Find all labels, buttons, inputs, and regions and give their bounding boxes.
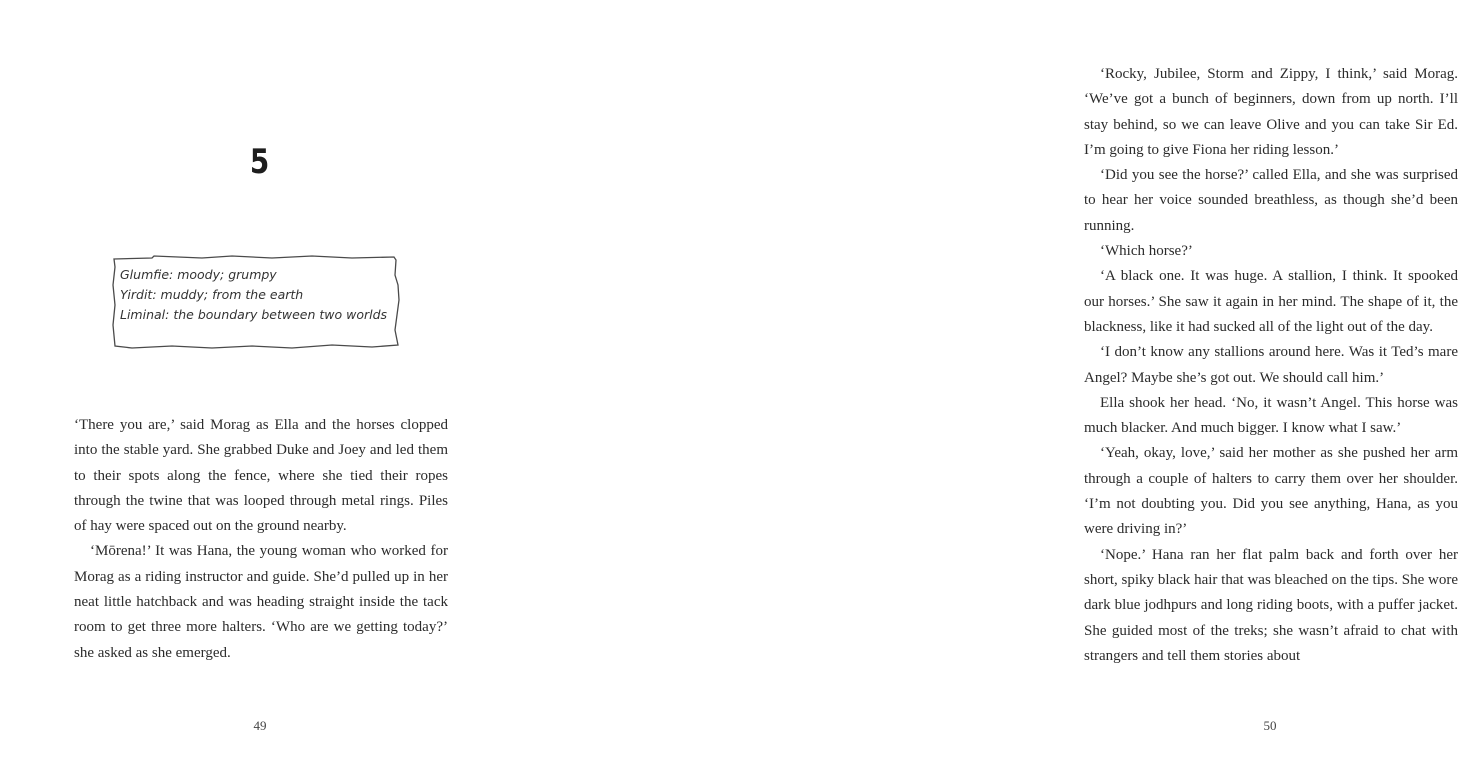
paragraph: ‘Which horse?’ [1100,243,1193,260]
glossary-entry: Glumfie: moody; grumpy [120,267,277,282]
paragraph: Ella shook her head. ‘No, it wasn’t Angel. This horse was much blacker. And much bigger. I know what I saw.’ [1084,394,1458,437]
page-number: 50 [1263,718,1277,733]
glossary-note-card [112,255,408,349]
right-body-text [1084,62,1458,669]
paragraph: ‘Did you see the horse?’ called Ella, and she was surprised to hear her voice sounded breathless, as though she’d been running. [1084,167,1458,234]
page-number: 49 [253,718,267,733]
left-body-text [74,413,448,666]
paragraph: ‘There you are,’ said Morag as Ella and the horses clopped into the stable yard. She grabbed Duke and Joey and led them to their spots along the fence, where she tied their ropes through the twine that was looped through metal rings. Piles of hay were spaced out on the ground nearby. [74,417,448,535]
paragraph: ‘Nope.’ Hana ran her flat palm back and forth over her short, spiky black hair that was bleached on the tips. She wore dark blue jodhpurs and long riding boots, with a puffer jacket. She guided most of the treks; she wasn’t afraid to chat with strangers and tell them stories about [1084,546,1458,664]
paragraph: ‘A black one. It was huge. A stallion, I think. It spooked our horses.’ She saw it again in her mind. The shape of it, the blackness, like it had sucked all of the light out of the day. [1084,268,1458,335]
glossary-lines [120,265,387,325]
paragraph: ‘I don’t know any stallions around here. Was it Ted’s mare Angel? Maybe she’s got out. We should call him.’ [1084,344,1458,386]
glossary-entry: Liminal: the boundary between two worlds [120,307,388,322]
glossary-entry: Yirdit: muddy; from the earth [120,287,304,302]
left-page [0,0,510,783]
chapter-number: 5 [249,142,271,182]
paragraph: ‘Mōrena!’ It was Hana, the young woman who worked for Morag as a riding instructor and guide. She’d pulled up in her neat little hatchback and was heading straight inside the tack room to get three more halters. ‘Who are we getting today?’ she asked as she emerged. [74,543,448,661]
paragraph: ‘Rocky, Jubilee, Storm and Zippy, I think,’ said Morag. ‘We’ve got a bunch of beginners, down from up north. I’ll stay behind, so we can leave Olive and you can take Sir Ed. I’m going to give Fiona her riding lesson.’ [1084,66,1458,158]
right-page [510,0,1458,783]
paragraph: ‘Yeah, okay, love,’ said her mother as she pushed her arm through a couple of halters to carry them over her shoulder. ‘I’m not doubting you. Did you see anything, Hana, as you were driving in?’ [1084,445,1458,538]
